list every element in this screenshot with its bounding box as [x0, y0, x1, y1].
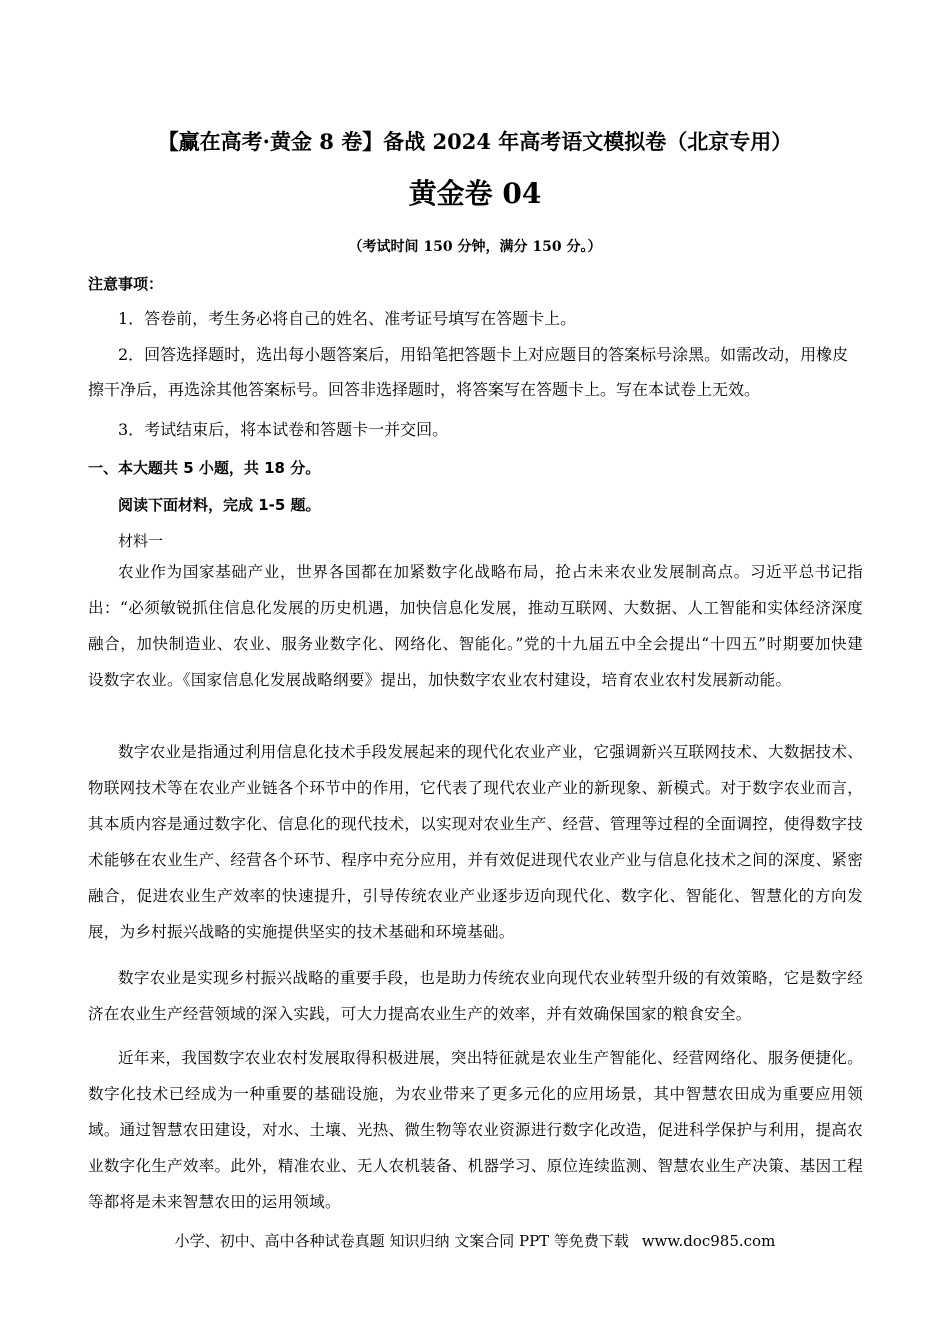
notice-item: 1．答卷前，考生务必将自己的姓名、准考证号填写在答题卡上。 — [118, 309, 577, 328]
exam-info: （考试时间 150 分钟，满分 150 分。） — [348, 239, 602, 255]
paper-title: 黄金卷 04 — [408, 177, 542, 210]
footer-link[interactable]: www.doc985.com — [641, 1232, 776, 1250]
series-title: 【赢在高考·黄金 8 卷】备战 2024 年高考语文模拟卷（北京专用） — [157, 129, 793, 154]
footer-text: 小学、初中、高中各种试卷真题 知识归纳 文案合同 PPT 等免费下载 — [174, 1232, 629, 1250]
notice-item: 2．回答选择题时，选出每小题答案后，用铅笔把答题卡上对应题目的答案标号涂黑。如需改动，用橡皮擦干净后，再选涂其他答案标号。回答非选择题时，将答案写在答题卡上。写在本试卷上无效。 — [88, 345, 849, 399]
material-label: 材料一 — [118, 532, 164, 550]
material-paragraph: 近年来，我国数字农业农村发展取得积极进展，突出特征就是农业生产智能化、经营网络化、服务便捷化。数字化技术已经成为一种重要的基础设施，为农业带来了更多元化的应用场景，其中智慧农田成为重要应用领域。通过智慧农田建设，对水、土壤、光热、微生物等农业资源进行数字化改造，促进科学保护与利用，提高农业数字化生产效率。此外，精准农业、无人农机装备、机器学习、原位连续监测、智慧农业生产决策、基因工程等都将是未来智慧农田的运用领域。 — [88, 1049, 863, 1211]
material-paragraph: 农业作为国家基础产业，世界各国都在加紧数字化战略布局，抢占未来农业发展制高点。习近平总书记指出：“必须敏锐抓住信息化发展的历史机遇，加快信息化发展，推动互联网、大数据、人工智能和实体经济深度融合，加快制造业、农业、服务业数字化、网络化、智能化。”党的十九届五中全会提出“十四五”时期要加快建设数字农业。《国家信息化发展战略纲要》提出，加快数字农业农村建设，培育农业农村发展新动能。 — [88, 563, 863, 689]
reading-instruction: 阅读下面材料，完成 1-5 题。 — [118, 496, 321, 514]
section-heading: 一、本大题共 5 小题，共 18 分。 — [88, 459, 321, 477]
material-paragraph: 数字农业是指通过利用信息化技术手段发展起来的现代化农业产业，它强调新兴互联网技术、大数据技术、物联网技术等在农业产业链各个环节中的作用，它代表了现代农业产业的新现象、新模式。对于数字农业而言，其本质内容是通过数字化、信息化的现代技术，以实现对农业生产、经营、管理等过程的全面调控，使得数字技术能够在农业生产、经营各个环节、程序中充分应用，并有效促进现代农业产业与信息化技术之间的深度、紧密融合，促进农业生产效率的快速提升，引导传统农业产业逐步迈向现代化、数字化、智能化、智慧化的方向发展，为乡村振兴战略的实施提供坚实的技术基础和环境基础。 — [88, 743, 863, 941]
footer — [0, 1230, 950, 1251]
notice-heading: 注意事项： — [88, 275, 164, 293]
material-paragraph: 数字农业是实现乡村振兴战略的重要手段，也是助力传统农业向现代农业转型升级的有效策略，它是数字经济在农业生产经营领域的深入实践，可大力提高农业生产的效率，并有效确保国家的粮食安全。 — [88, 969, 863, 1023]
notice-item: 3．考试结束后，将本试卷和答题卡一并交回。 — [118, 420, 449, 439]
